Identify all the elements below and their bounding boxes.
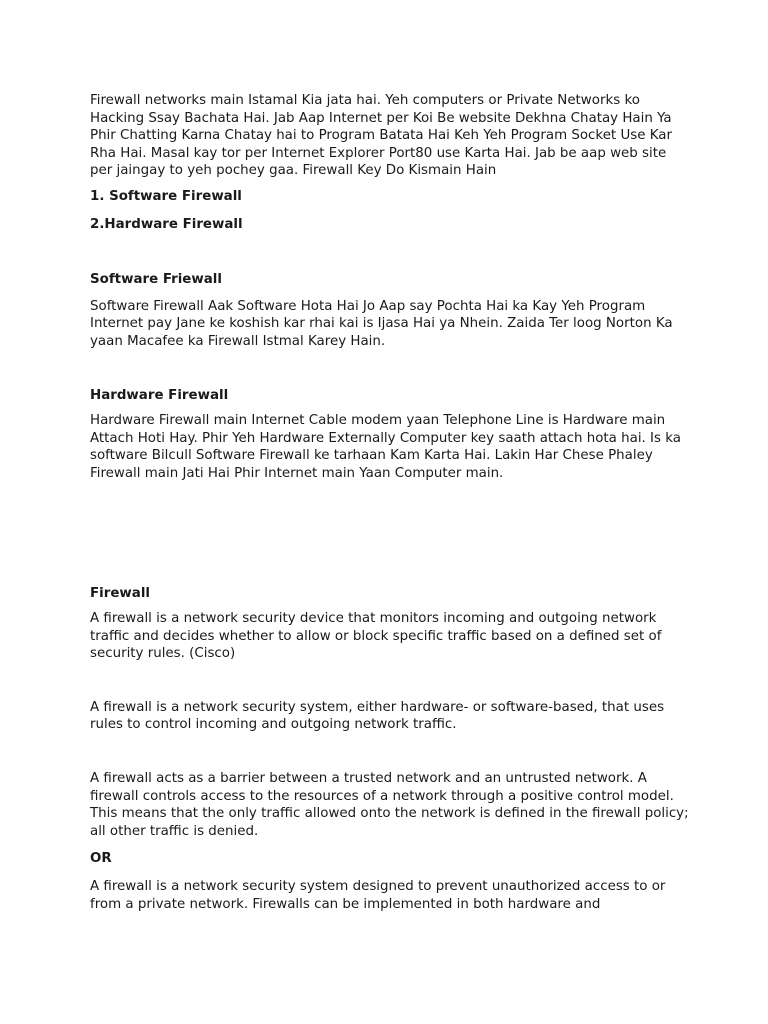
list-item-software-firewall: 1. Software Firewall bbox=[90, 188, 242, 204]
document-page bbox=[90, 92, 690, 913]
hardware-firewall-heading: Hardware Firewall bbox=[90, 387, 229, 403]
firewall-definition-1: A firewall is a network security device that monitors incoming and outgoing network traffic and decides whether to allow or block specific traffic based on a defined set of security rules. (Cisco) bbox=[90, 611, 662, 662]
or-label: OR bbox=[90, 851, 112, 867]
hardware-firewall-paragraph: Hardware Firewall main Internet Cable modem yaan Telephone Line is Hardware main Attach Hoti Hay. Phir Yeh Hardware Externally Computer key saath attach hota hai. Is ka software Bilcull Software Firewall ke tarhaan Kam Karta Hai. Lakin Har Chese Phaley Firewall main Jati Hai Phir Internet main Yaan Computer main. bbox=[90, 413, 681, 481]
software-firewall-heading: Software Friewall bbox=[90, 272, 222, 288]
intro-paragraph: Firewall networks main Istamal Kia jata hai. Yeh computers or Private Networks ko Hacking Ssay Bachata Hai. Jab Aap Internet per Koi Be website Dekhna Chatay Hain Ya Phir Chatting Karna Chatay hai to Program Batata Hai Keh Yeh Program Socket Use Kar Rha Hai. Masal kay tor per Internet Explorer Port80 use Karta Hai. Jab be aap web site per jaingay to yeh pochey gaa. Firewall Key Do Kismain Hain bbox=[90, 93, 672, 179]
firewall-definition-2: A firewall is a network security system, either hardware- or software-based, that uses rules to control incoming and outgoing network traffic. bbox=[90, 699, 665, 733]
firewall-definition-4: A firewall is a network security system designed to prevent unauthorized access to or from a private network. Firewalls can be implemented in both hardware and bbox=[90, 879, 666, 912]
list-item-hardware-firewall: 2.Hardware Firewall bbox=[90, 216, 243, 232]
software-firewall-paragraph: Software Firewall Aak Software Hota Hai Jo Aap say Pochta Hai ka Kay Yeh Program Internet pay Jane ke koshish kar rhai kai is Ijasa Hai ya Nhein. Zaida Ter loog Norton Ka yaan Macafee ka Firewall Istmal Karey Hain. bbox=[90, 298, 673, 349]
firewall-definition-3: A firewall acts as a barrier between a trusted network and an untrusted network. A firewall controls access to the resources of a network through a positive control model. This means that the only traffic allowed onto the network is defined in the firewall policy; all other traffic is denied. bbox=[90, 771, 689, 839]
firewall-heading: Firewall bbox=[90, 585, 151, 601]
